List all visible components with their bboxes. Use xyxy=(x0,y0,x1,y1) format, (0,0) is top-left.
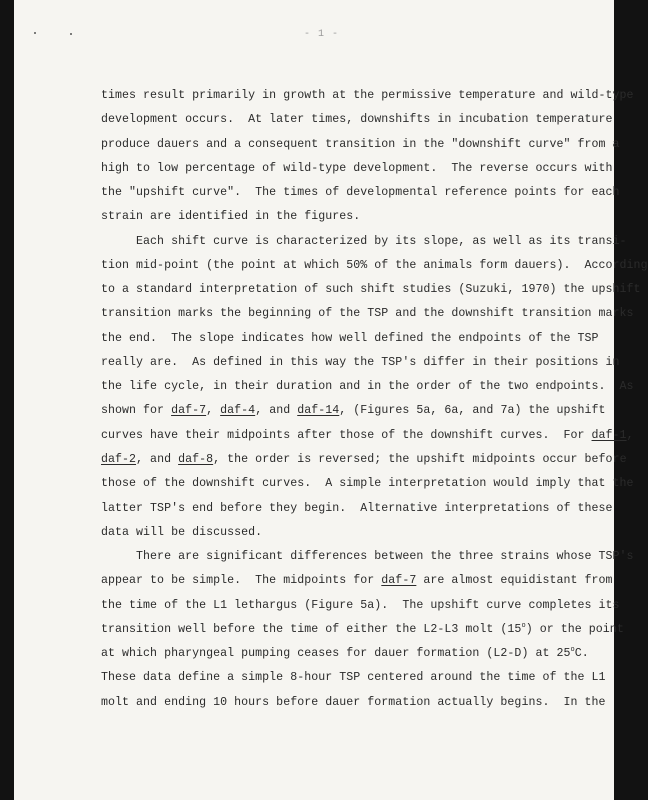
text-line xyxy=(101,133,620,157)
text-segment: development occurs. At later times, downshifts in incubation temperature xyxy=(101,113,613,127)
gene-name: daf-1 xyxy=(591,428,627,442)
text-segment: , xyxy=(626,428,634,442)
text-segment: high to low percentage of wild-type development. The reverse occurs with xyxy=(101,161,613,175)
text-line xyxy=(101,351,620,375)
text-segment: data will be discussed. xyxy=(101,525,263,539)
text-line xyxy=(101,327,599,351)
text-line xyxy=(101,302,634,326)
text-segment: C. xyxy=(574,647,589,661)
text-line xyxy=(101,399,606,423)
text-line xyxy=(101,205,571,229)
gene-name: daf-8 xyxy=(178,452,214,466)
text-line xyxy=(101,691,606,715)
text-segment: tion mid-point (the point at which 50% of the animals form dauers). According xyxy=(101,258,648,272)
text-line xyxy=(101,618,624,642)
text-segment: , (Figures 5a, 6a, and 7a) the upshift xyxy=(339,404,606,418)
text-line xyxy=(101,497,613,521)
page-number: - 1 - xyxy=(304,29,340,40)
text-line xyxy=(101,84,634,108)
text-segment: shown for xyxy=(101,404,172,418)
text-segment: strain are identified in the figures. xyxy=(101,210,361,224)
text-line xyxy=(101,375,634,399)
text-segment: , the order is reversed; the upshift midpoints occur before xyxy=(213,452,627,466)
text-line xyxy=(101,448,627,472)
text-segment: to a standard interpretation of such shift studies (Suzuki, 1970) the upshift xyxy=(101,283,641,297)
gene-name: daf-7 xyxy=(381,574,417,588)
document-page xyxy=(14,0,648,800)
text-segment: ) or the point xyxy=(525,622,624,636)
degree-mark: o xyxy=(521,621,526,630)
text-segment: appear to be simple. The midpoints for xyxy=(101,574,382,588)
text-line xyxy=(101,230,627,254)
text-segment: Each shift curve is characterized by its slope, as well as its transi- xyxy=(101,234,627,248)
text-line xyxy=(101,666,606,690)
text-line xyxy=(101,545,634,569)
text-segment: curves have their midpoints after those of the downshift curves. For xyxy=(101,428,592,442)
text-line xyxy=(101,569,613,593)
margin-speck xyxy=(34,32,36,34)
text-segment: are almost equidistant from xyxy=(416,574,613,588)
gene-name: daf-14 xyxy=(297,404,340,418)
text-segment: really are. As defined in this way the TSP's differ in their positions in xyxy=(101,355,620,369)
text-segment: , and xyxy=(136,452,179,466)
text-line xyxy=(101,594,620,618)
text-segment: the "upshift curve". The times of developmental reference points for each xyxy=(101,186,620,200)
body-text xyxy=(101,84,648,715)
text-line xyxy=(101,472,634,496)
text-segment: the life cycle, in their duration and in the order of the two endpoints. As xyxy=(101,380,634,394)
text-segment: , xyxy=(206,404,221,418)
text-line xyxy=(101,157,613,181)
text-segment: produce dauers and a consequent transition in the "downshift curve" from a xyxy=(101,137,620,151)
text-line xyxy=(101,278,641,302)
text-line xyxy=(101,254,648,278)
text-segment: at which pharyngeal pumping ceases for dauer formation (L2-D) at 25 xyxy=(101,647,571,661)
text-segment: , and xyxy=(255,404,298,418)
text-segment: the time of the L1 lethargus (Figure 5a). The upshift curve completes its xyxy=(101,598,620,612)
text-line xyxy=(101,181,620,205)
text-segment: There are significant differences between the three strains whose TSP's xyxy=(101,550,634,564)
text-segment: molt and ending 10 hours before dauer formation actually begins. In the xyxy=(101,695,606,709)
text-segment: times result primarily in growth at the permissive temperature and wild-type xyxy=(101,89,634,102)
degree-mark: o xyxy=(570,646,575,655)
text-line xyxy=(101,424,634,448)
text-segment: These data define a simple 8-hour TSP centered around the time of the L1 xyxy=(101,671,606,685)
text-segment: transition marks the beginning of the TSP and the downshift transition marks xyxy=(101,307,634,321)
margin-speck xyxy=(70,33,72,35)
text-line xyxy=(101,108,613,132)
text-segment: transition well before the time of either the L2-L3 molt (15 xyxy=(101,622,522,636)
text-segment: the end. The slope indicates how well defined the endpoints of the TSP xyxy=(101,331,599,345)
text-line xyxy=(101,521,571,545)
gene-name: daf-2 xyxy=(101,452,137,466)
gene-name: daf-7 xyxy=(171,404,207,418)
text-segment: latter TSP's end before they begin. Alternative interpretations of these xyxy=(101,501,613,515)
gene-name: daf-4 xyxy=(220,404,256,418)
text-segment: those of the downshift curves. A simple interpretation would imply that the xyxy=(101,477,634,491)
text-line xyxy=(101,642,589,666)
